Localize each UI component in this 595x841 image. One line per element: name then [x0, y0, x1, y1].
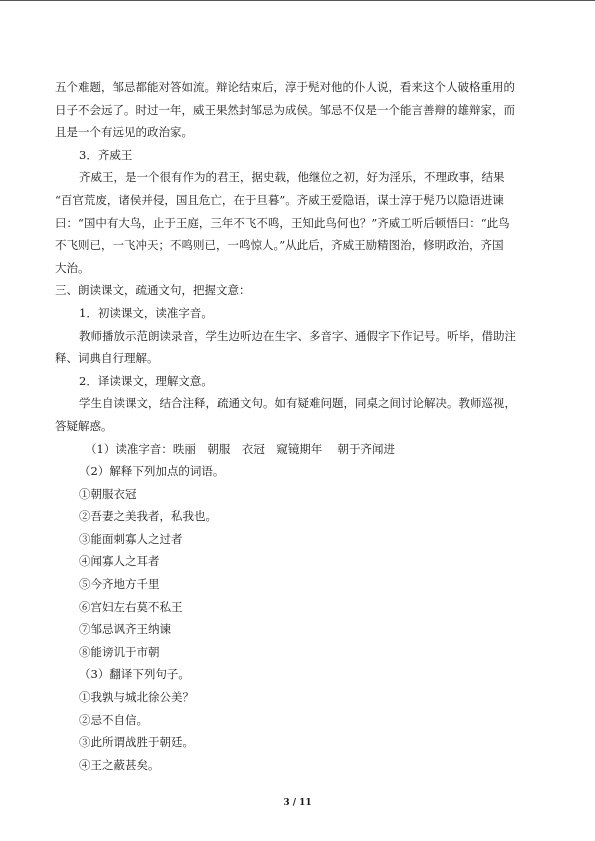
paragraph-line: 不飞则已，一飞冲天；不鸣则已，一鸣惊人。”从此后，齐威王励精图治，修明政治，齐国: [55, 238, 504, 253]
exercise-item: ③此所谓战胜于朝廷。: [79, 735, 194, 750]
document-body: [55, 76, 540, 776]
exercise-item: ④闻寡人之耳者: [79, 554, 160, 569]
exercise-item: ⑥宫妇左右莫不私王: [79, 599, 183, 614]
paragraph-line: 学生自读课文，结合注释，疏通文句。如有疑难问题，同桌之间讨论解决。教师巡视，: [79, 396, 516, 411]
exercise-item: ②忌不自信。: [79, 712, 148, 727]
exercise-item: ⑧能谤讥于市朝: [79, 644, 160, 659]
exercise-item: ⑦邹忌讽齐王纳谏: [79, 622, 171, 637]
step-heading: 1．初读课文，读准字音。: [79, 305, 213, 320]
paragraph-line: 教师播放示范朗读录音，学生边听边在生字、多音字、通假字下作记号。听毕，借助注: [79, 328, 516, 343]
exercise-line: （2）解释下列加点的词语。: [79, 464, 225, 479]
step-heading: 2．译读课文，理解文意。: [79, 373, 213, 388]
section-heading: 三、朗读课文，疏通文句，把握文意：: [55, 283, 251, 298]
paragraph-line: 曰：“国中有大鸟，止于王庭，三年不飞不鸣，王知此鸟何也？”齐威工听后顿悟曰：“此鸟: [55, 215, 510, 230]
exercise-item: ⑤今齐地方千里: [79, 577, 160, 592]
paragraph-line: 且是一个有远见的政治家。: [55, 125, 193, 140]
paragraph-line: 齐威王，是一个很有作为的君王，据史载，他继位之初，好为淫乐，不理政事，结果: [79, 170, 505, 185]
paragraph-line: 释、词典自行理解。: [55, 351, 159, 366]
section-heading: 3．齐威王: [79, 147, 133, 162]
top-rule: [0, 0, 595, 1]
paragraph-line: 大治。: [55, 260, 90, 275]
exercise-line: （3）翻译下列句子。: [79, 667, 190, 682]
paragraph-line: 五个难题，邹忌都能对答如流。辩论结束后，淳于髡对他的仆人说，看来这个人破格重用的: [55, 80, 515, 94]
exercise-item: ①朝服衣冠: [79, 486, 137, 501]
exercise-line: （1）读准字音：昳丽 朝服 衣冠 窥镜期年 朝于齐闻进: [85, 441, 395, 456]
exercise-item: ④王之蔽甚矣。: [79, 757, 160, 772]
paragraph-line: 答疑解惑。: [55, 418, 113, 433]
exercise-item: ①我孰与城北徐公美？: [79, 690, 194, 705]
exercise-item: ③能面刺寡人之过者: [79, 531, 183, 546]
paragraph-line: 日子不会远了。时过一年，威王果然封邹忌为成侯。邹忌不仅是一个能言善辩的雄辩家，而: [55, 102, 515, 117]
page-number: 3 / 11: [283, 798, 312, 808]
paragraph-line: “百官荒废，诸侯并侵，国且危亡，在于旦暮”。齐威王爱隐语，谋士淳于髡乃以隐语进谏: [55, 192, 504, 207]
exercise-item: ②吾妻之美我者，私我也。: [79, 509, 217, 524]
